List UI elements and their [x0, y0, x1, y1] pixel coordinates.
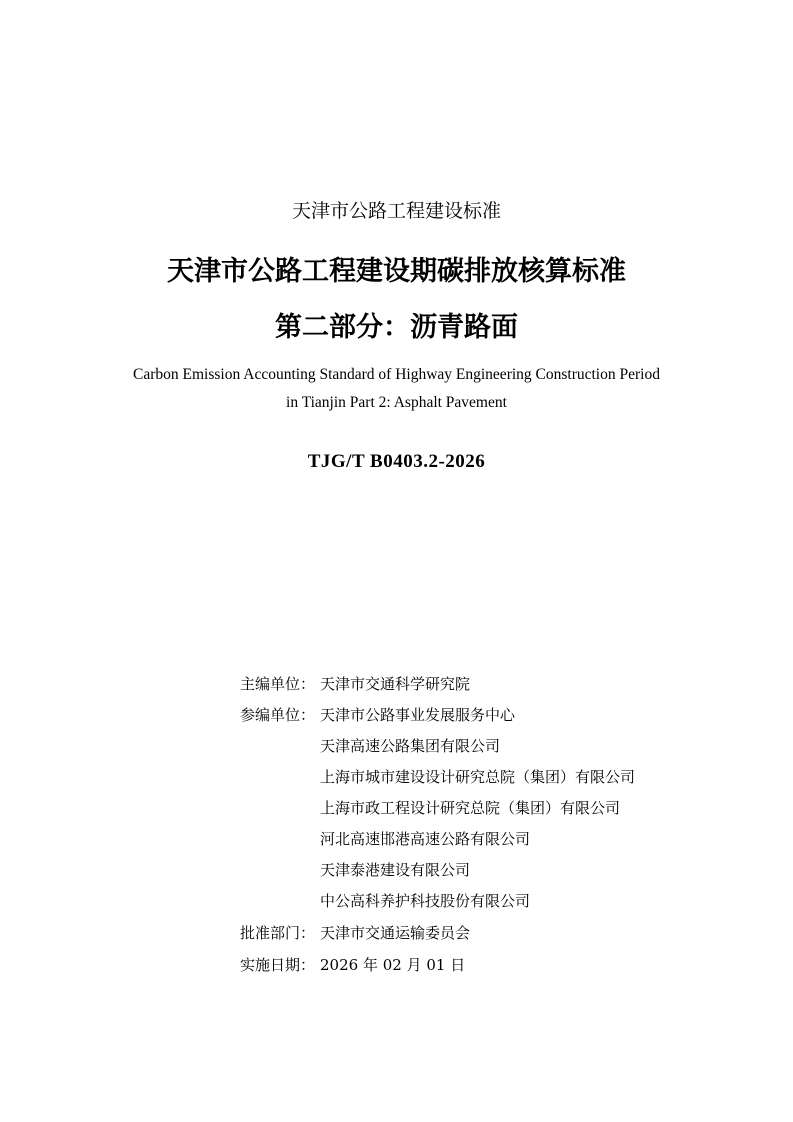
- series-title: 天津市公路工程建设标准: [291, 200, 501, 222]
- participant-unit: 天津市公路事业发展服务中心: [320, 706, 516, 724]
- participant-unit: 中公高科养护科技股份有限公司: [320, 892, 531, 910]
- english-title-line2: in Tianjin Part 2: Asphalt Pavement: [286, 394, 507, 411]
- participant-unit: 上海市城市建设设计研究总院（集团）有限公司: [320, 768, 636, 786]
- sub-title: 第二部分：沥青路面: [275, 312, 518, 343]
- participant-unit: 天津高速公路集团有限公司: [320, 737, 501, 755]
- approval-row: [240, 923, 470, 943]
- chief-editor-row: [240, 674, 470, 694]
- approval-value: 天津市交通运输委员会: [320, 924, 471, 942]
- chief-editor-value: 天津市交通科学研究院: [320, 675, 471, 693]
- main-title: 天津市公路工程建设期碳排放核算标准: [167, 256, 626, 287]
- chief-editor-label: 主编单位：: [240, 675, 316, 693]
- approval-label: 批准部门：: [240, 924, 316, 942]
- standard-code: TJG/T B0403.2-2026: [307, 451, 486, 472]
- effective-date-row: [240, 955, 465, 975]
- participant-unit: 上海市政工程设计研究总院（集团）有限公司: [320, 799, 621, 817]
- participant-unit: 河北高速邯港高速公路有限公司: [320, 830, 531, 848]
- english-title-line1: Carbon Emission Accounting Standard of Highway Engineering Construction Period: [133, 366, 660, 383]
- participants-label: 参编单位：: [240, 706, 316, 724]
- effective-date-label: 实施日期：: [240, 956, 316, 974]
- participant-unit: 天津泰港建设有限公司: [320, 861, 471, 879]
- effective-date-value: 2026 年 02 月 01 日: [320, 956, 466, 974]
- participants-row: [240, 705, 515, 725]
